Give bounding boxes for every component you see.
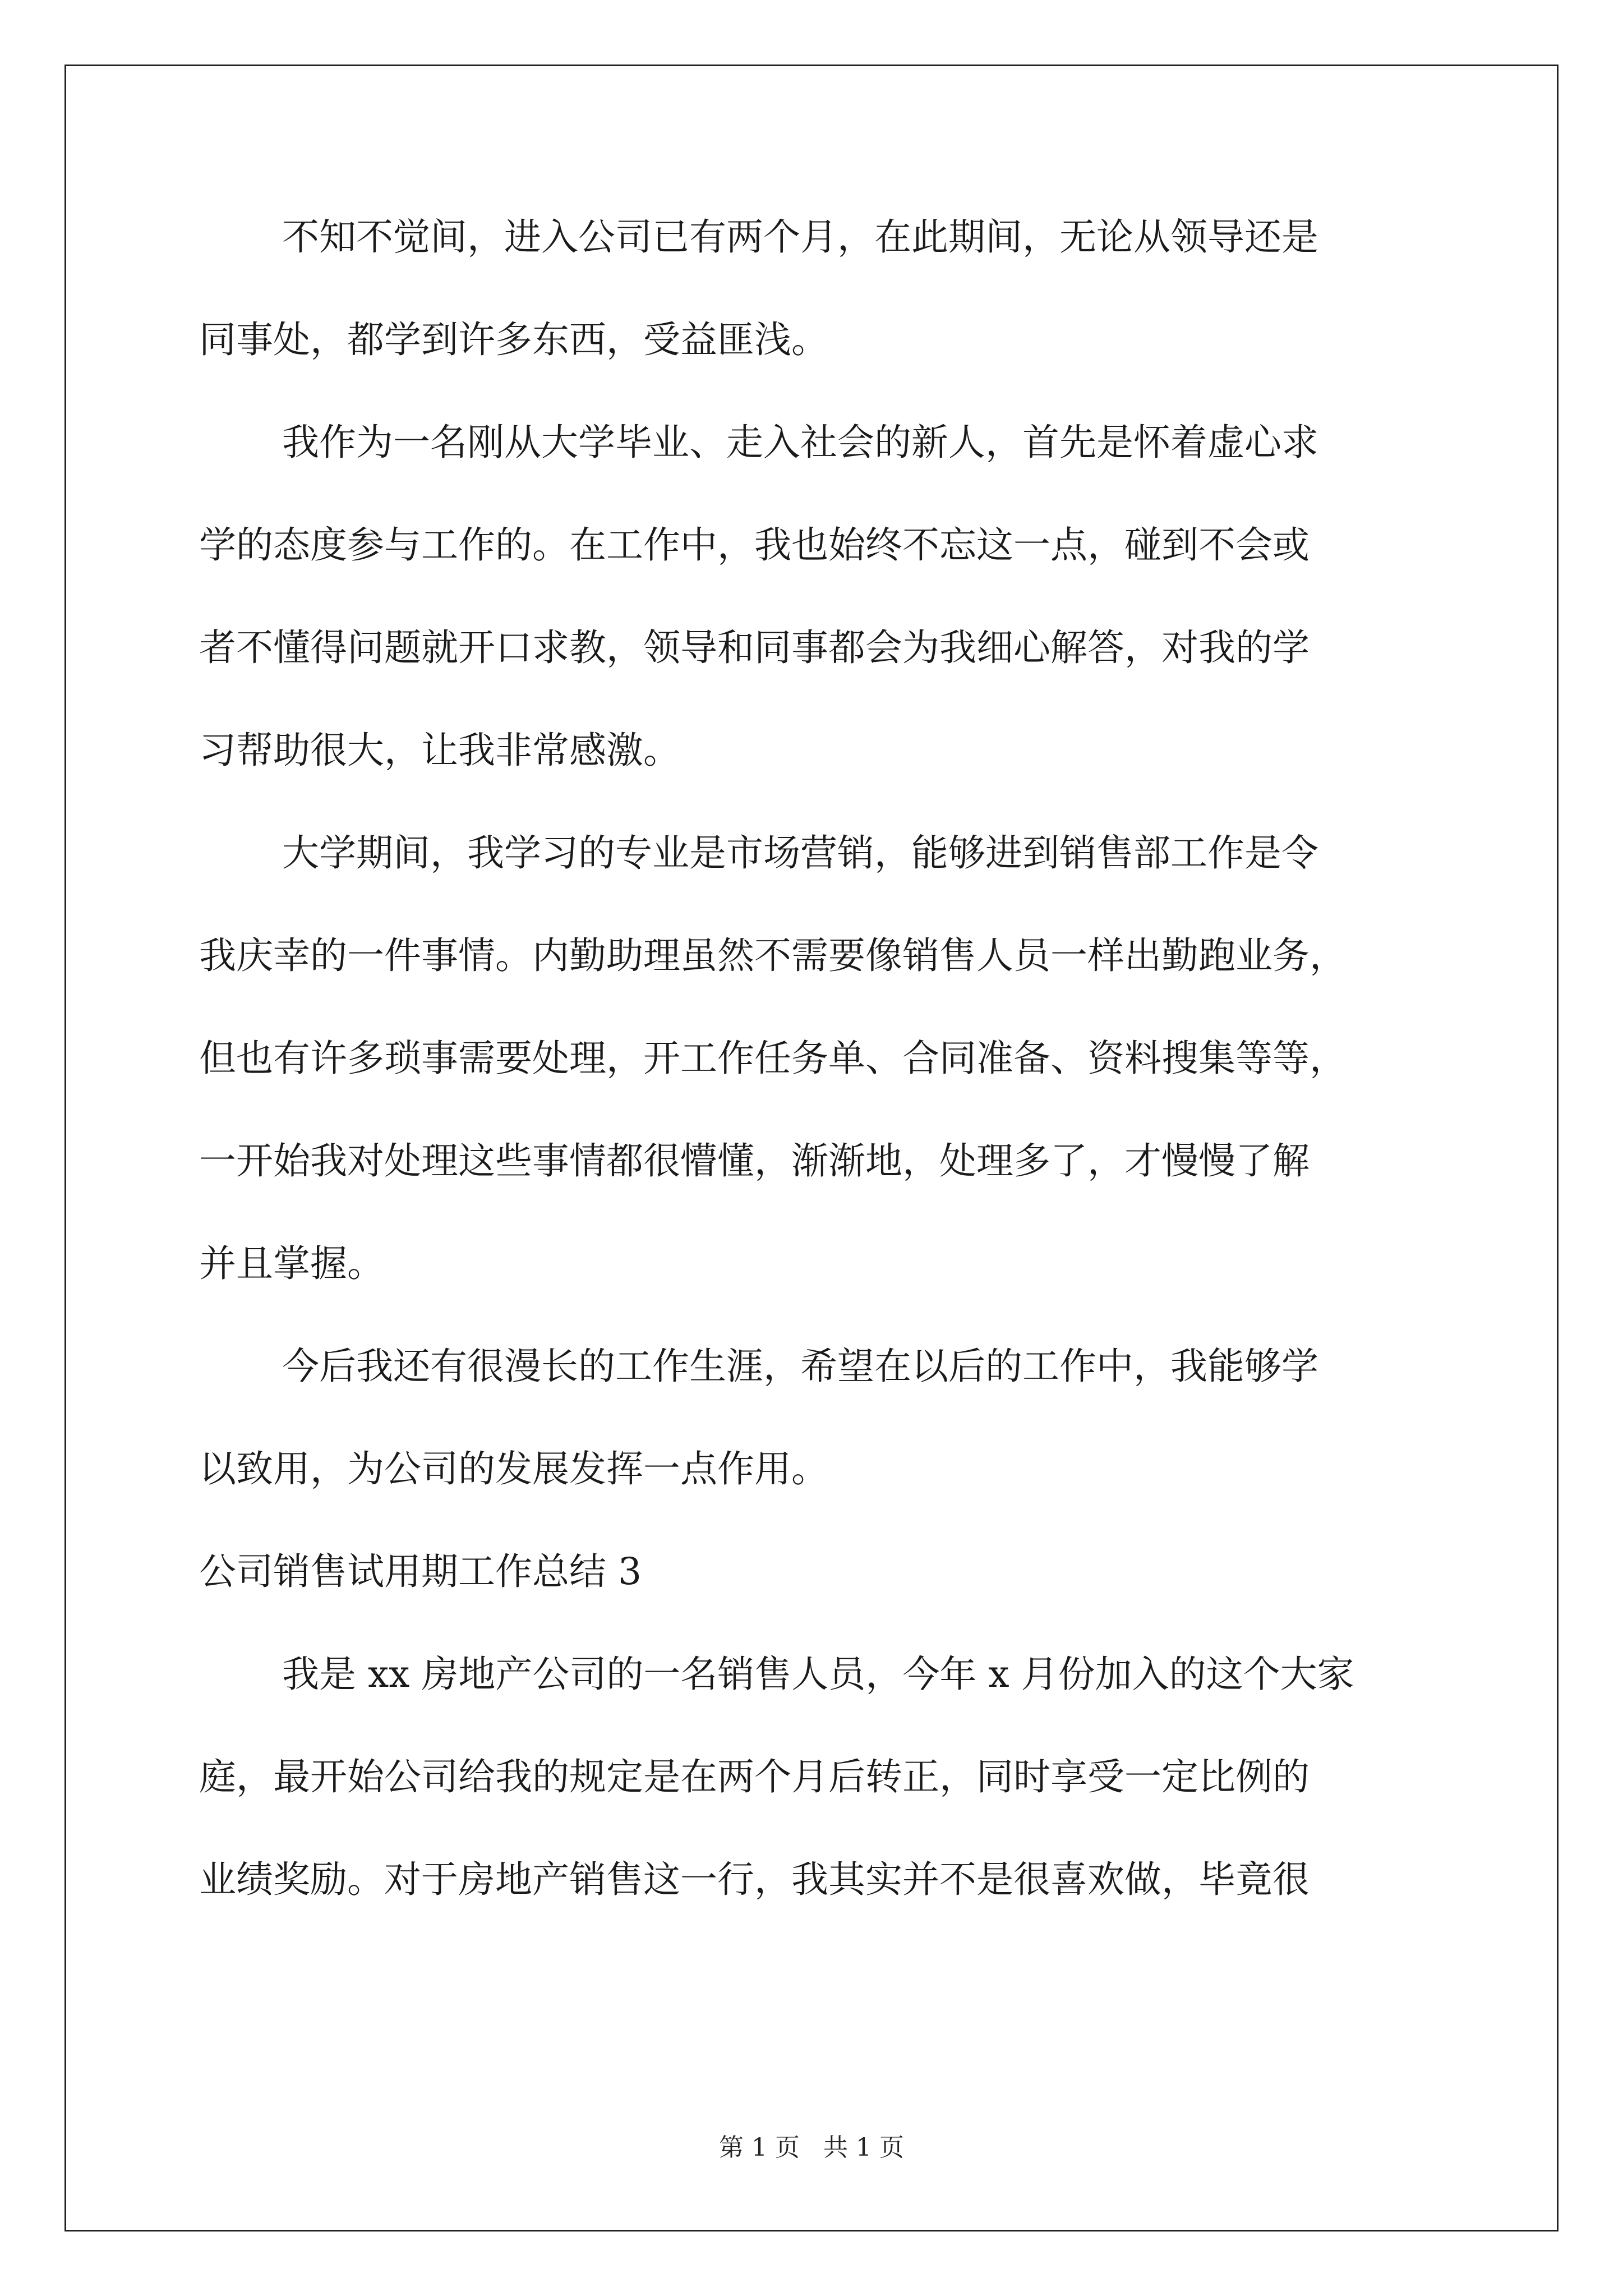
paragraph-4-line-2: 以致用，为公司的发展发挥一点作用。	[199, 1447, 828, 1490]
paragraph-5-line-3: 业绩奖励。对于房地产销售这一行，我其实并不是很喜欢做，毕竟很	[199, 1858, 1310, 1901]
section-heading: 公司销售试用期工作总结 3	[199, 1550, 642, 1593]
page-footer: 第 1 页 共 1 页	[719, 2133, 904, 2162]
paragraph-4-line-1: 今后我还有很漫长的工作生涯，希望在以后的工作中，我能够学	[282, 1345, 1318, 1388]
paragraph-2-line-4: 习帮助很大，让我非常感激。	[199, 729, 680, 772]
paragraph-3-line-5: 并且掌握。	[199, 1242, 384, 1285]
paragraph-5-line-2: 庭，最开始公司给我的规定是在两个月后转正，同时享受一定比例的	[199, 1755, 1310, 1798]
paragraph-3-line-4: 一开始我对处理这些事情都很懵懂，渐渐地，处理多了，才慢慢了解	[199, 1139, 1310, 1182]
paragraph-3-line-1: 大学期间，我学习的专业是市场营销，能够进到销售部工作是令	[282, 831, 1318, 875]
paragraph-5-line-1: 我是 xx 房地产公司的一名销售人员，今年 x 月份加入的这个大家	[282, 1653, 1354, 1696]
paragraph-2-line-1: 我作为一名刚从大学毕业、走入社会的新人，首先是怀着虚心求	[282, 421, 1318, 464]
paragraph-3-line-2: 我庆幸的一件事情。内勤助理虽然不需要像销售人员一样出勤跑业务，	[199, 934, 1347, 977]
paragraph-1-line-2: 同事处，都学到许多东西，受益匪浅。	[199, 318, 828, 361]
paragraph-1-line-1: 不知不觉间，进入公司已有两个月，在此期间，无论从领导还是	[282, 215, 1318, 259]
paragraph-2-line-2: 学的态度参与工作的。在工作中，我也始终不忘这一点，碰到不会或	[199, 523, 1310, 567]
paragraph-3-line-3: 但也有许多琐事需要处理，开工作任务单、合同准备、资料搜集等等，	[199, 1037, 1347, 1080]
paragraph-2-line-3: 者不懂得问题就开口求教，领导和同事都会为我细心解答，对我的学	[199, 626, 1310, 669]
